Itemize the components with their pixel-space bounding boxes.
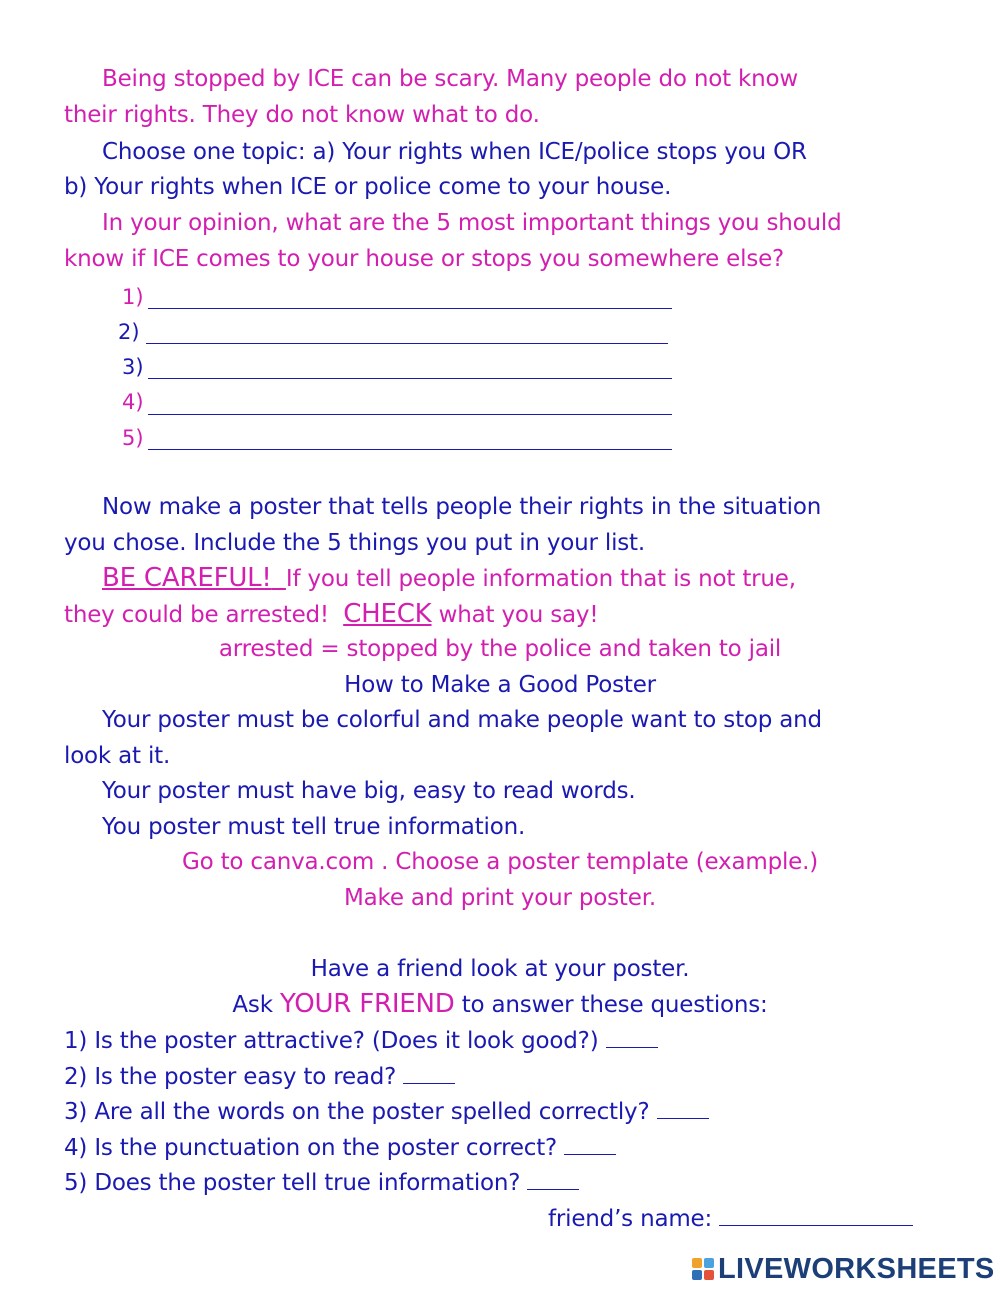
question-line-2: know if ICE comes to your house or stops you somewhere else? (64, 246, 785, 272)
list-number-4: 4) (122, 390, 144, 414)
answer-line-3[interactable] (148, 378, 672, 379)
friend-question-text: 4) Is the punctuation on the poster correct? (64, 1135, 558, 1161)
intro-line-1: Being stopped by ICE can be scary. Many people do not know (102, 66, 799, 92)
friend-answer-3[interactable] (657, 1096, 709, 1119)
friend-question-3 (64, 1096, 709, 1127)
friend-question-text: 5) Does the poster tell true information? (64, 1170, 521, 1196)
liveworksheets-logo (692, 1252, 995, 1286)
ask-end-text: to answer these questions: (461, 992, 768, 1018)
friend-line-1: Have a friend look at your poster. (310, 956, 690, 982)
answer-line-5[interactable] (148, 449, 672, 450)
topic-line-1: Choose one topic: a) Your rights when ICE/police stops you OR (102, 139, 807, 165)
canva-line-2: Make and print your poster. (344, 885, 656, 911)
careful-line-2 (64, 599, 598, 630)
topic-line-2: b) Your rights when ICE or police come to your house. (64, 174, 672, 200)
rule-3: You poster must tell true information. (102, 814, 526, 840)
answer-line-2[interactable] (146, 343, 668, 344)
question-line-1: In your opinion, what are the 5 most important things you should (102, 210, 842, 236)
friend-name-label: friend’s name: (548, 1206, 713, 1232)
arrested-definition: arrested = stopped by the police and taken to jail (218, 636, 782, 662)
friend-answer-2[interactable] (403, 1061, 455, 1084)
friend-question-text: 3) Are all the words on the poster spelled correctly? (64, 1099, 650, 1125)
list-number-5: 5) (122, 426, 144, 450)
liveworksheets-icon (692, 1258, 714, 1280)
answer-line-4[interactable] (148, 414, 672, 415)
careful-what-you-say: what you say! (438, 602, 599, 628)
friend-question-2 (64, 1061, 455, 1092)
careful-line-1 (102, 563, 796, 594)
friend-name-row (548, 1203, 913, 1234)
be-careful-label: BE CAREFUL! (102, 563, 272, 593)
friend-answer-5[interactable] (527, 1167, 579, 1190)
friend-answer-4[interactable] (564, 1132, 616, 1155)
friend-answer-1[interactable] (606, 1025, 658, 1048)
canva-line-1: Go to canva.com . Choose a poster template (example.) (181, 849, 818, 875)
list-number-3: 3) (122, 355, 144, 379)
check-label: CHECK (343, 599, 432, 629)
poster-line-2: you chose. Include the 5 things you put in your list. (64, 530, 645, 556)
friend-question-5 (64, 1167, 579, 1198)
answer-line-1[interactable] (148, 308, 672, 309)
list-number-2: 2) (118, 320, 140, 344)
rule-1-line-1: Your poster must be colorful and make people want to stop and (102, 707, 822, 733)
brand-name: LIVEWORKSHEETS (718, 1252, 995, 1285)
friend-question-4 (64, 1132, 616, 1163)
list-number-1: 1) (122, 285, 144, 309)
rule-2: Your poster must have big, easy to read words. (102, 778, 636, 804)
friend-question-text: 2) Is the poster easy to read? (64, 1064, 397, 1090)
friend-question-1 (64, 1025, 658, 1056)
careful-arrested-text: they could be arrested! (64, 602, 329, 628)
friend-ask-line (0, 989, 1000, 1020)
friend-question-text: 1) Is the poster attractive? (Does it look good?) (64, 1028, 599, 1054)
poster-line-1: Now make a poster that tells people their rights in the situation (102, 494, 822, 520)
careful-text: If you tell people information that is not true, (285, 566, 796, 592)
howto-title: How to Make a Good Poster (344, 672, 656, 698)
intro-line-2: their rights. They do not know what to do. (64, 102, 540, 128)
ask-text: Ask (232, 992, 273, 1018)
friend-name-field[interactable] (719, 1203, 913, 1226)
your-friend-label: YOUR FRIEND (279, 989, 455, 1019)
rule-1-line-2: look at it. (64, 743, 171, 769)
